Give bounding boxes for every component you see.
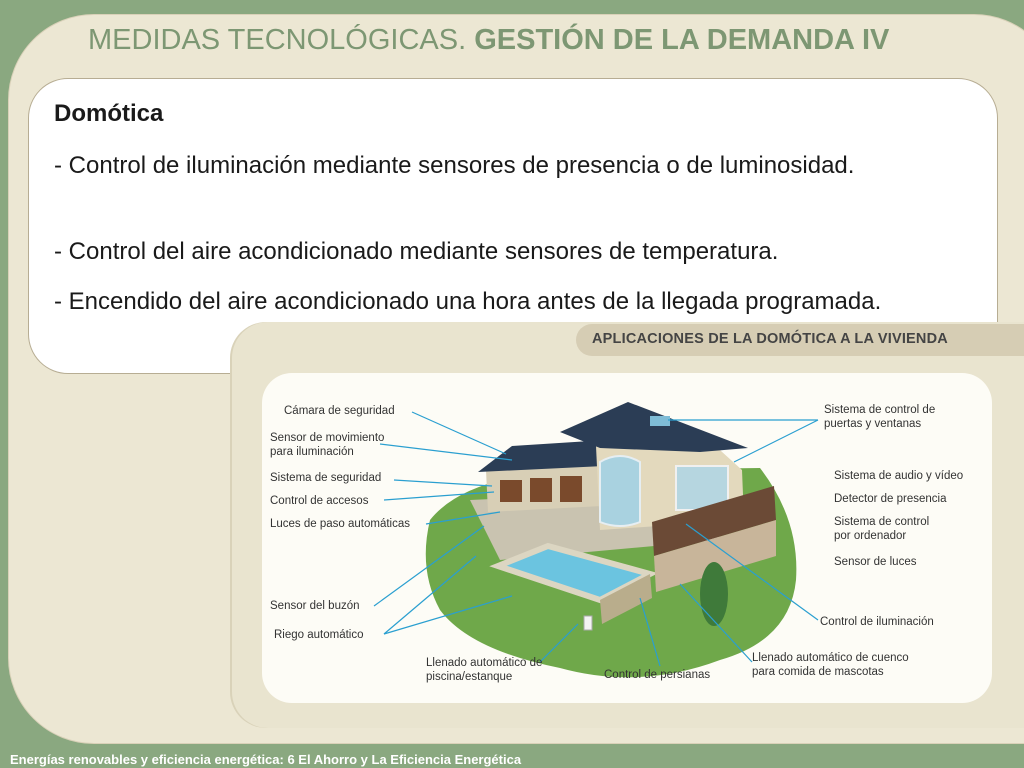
garage-door (530, 478, 552, 502)
content-heading: Domótica (54, 100, 164, 127)
label-pool-fill-2: piscina/estanque (426, 671, 513, 683)
glass-tower (600, 456, 640, 526)
label-pool-fill: Llenado automático de (426, 657, 543, 669)
label-computer-control-2: por ordenador (834, 530, 907, 542)
footer-text: Energías renovables y eficiencia energética: 6 El Ahorro y La Eficiencia Energética (10, 752, 522, 767)
label-security-system: Sistema de seguridad (270, 472, 382, 484)
label-doors-windows: Sistema de control de (824, 404, 936, 416)
leader-security (394, 480, 492, 486)
label-pet-feeder-2: para comida de mascotas (752, 666, 884, 678)
slide-title-part1: MEDIDAS TECNOLÓGICAS. (88, 24, 475, 56)
label-lighting-control: Control de iluminación (820, 616, 934, 628)
garage-door (560, 476, 582, 502)
label-audio-video: Sistema de audio y vídeo (834, 470, 964, 482)
slide-title-part2: GESTIÓN DE LA DEMANDA IV (474, 24, 890, 56)
label-computer-control: Sistema de control (834, 516, 930, 528)
leader-doors-2 (734, 420, 818, 462)
tree (700, 562, 728, 626)
label-pet-feeder: Llenado automático de cuenco (752, 652, 909, 664)
label-access-control: Control de accesos (270, 495, 369, 507)
leader-camera (412, 412, 506, 454)
label-motion-sensor: Sensor de movimiento (270, 432, 385, 444)
label-motion-sensor-2: para iluminación (270, 446, 354, 458)
bullet-ac-control: - Control del aire acondicionado mediante sensores de temperatura. (54, 238, 779, 265)
label-presence-detector: Detector de presencia (834, 493, 947, 505)
label-mailbox-sensor: Sensor del buzón (270, 600, 360, 612)
water-tap (584, 616, 592, 630)
garage-door (500, 480, 522, 502)
label-doors-windows-2: puertas y ventanas (824, 418, 922, 430)
label-camera: Cámara de seguridad (284, 405, 395, 417)
label-blinds-control: Control de persianas (604, 669, 711, 681)
label-light-sensor: Sensor de luces (834, 556, 917, 568)
label-path-lights: Luces de paso automáticas (270, 518, 411, 530)
leader-motion (380, 444, 512, 460)
label-irrigation: Riego automático (274, 629, 364, 641)
bullet-lighting: - Control de iluminación mediante sensores de presencia o de luminosidad. (54, 152, 855, 179)
bullet-ac-preheat: - Encendido del aire acondicionado una hora antes de la llegada programada. (54, 288, 882, 315)
figure-banner-text: APLICACIONES DE LA DOMÓTICA A LA VIVIENDA (592, 331, 948, 347)
skylight (650, 416, 670, 426)
